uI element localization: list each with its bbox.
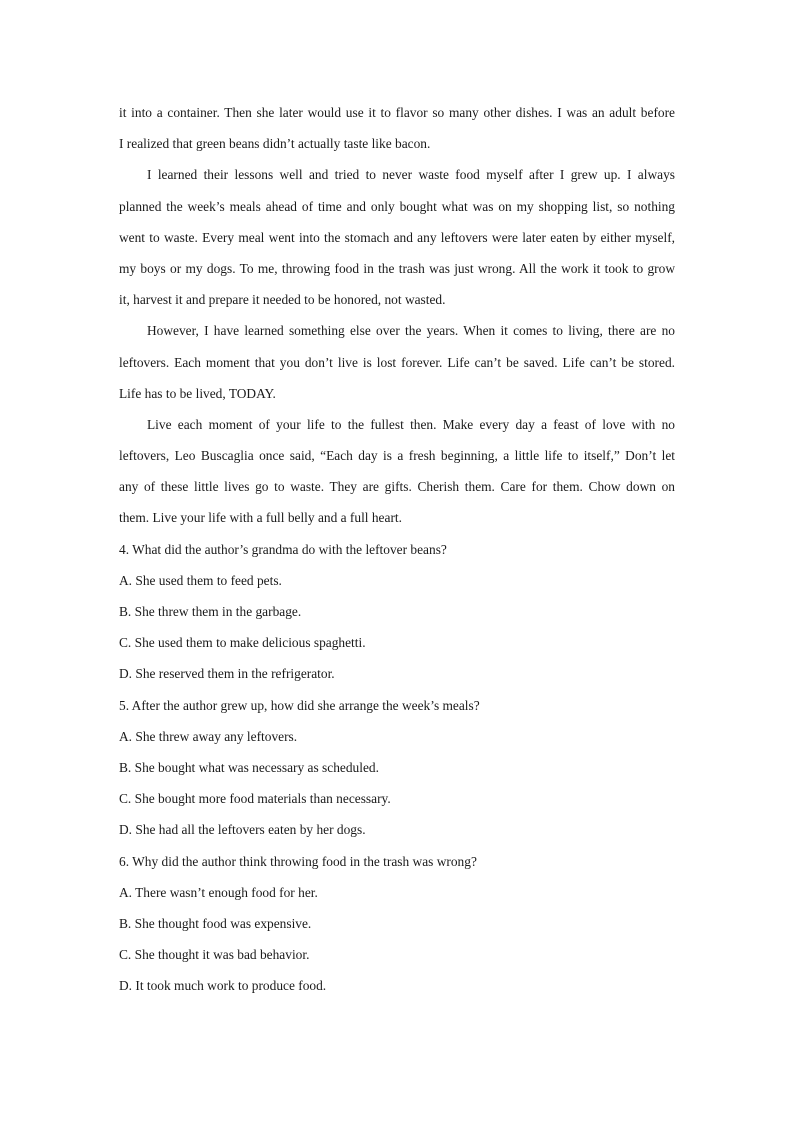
answer-option-c: C. She bought more food materials than necessary.	[119, 791, 391, 807]
paragraph-1	[119, 97, 675, 159]
text-line: Live each moment of your life to the fullest then. Make every day a feast of love with no	[147, 416, 675, 432]
text-line: any of these little lives go to waste. They are gifts. Cherish them. Care for them. Chow down on	[119, 479, 675, 495]
text-line: them. Live your life with a full belly and a full heart.	[119, 510, 402, 526]
text-line: leftovers. Each moment that you don’t live is lost forever. Life can’t be saved. Life can’t be stored.	[119, 354, 675, 370]
question-stem: 5. After the author grew up, how did she arrange the week’s meals?	[119, 697, 480, 713]
answer-option-a: A. There wasn’t enough food for her.	[119, 884, 318, 900]
answer-option-d: D. She had all the leftovers eaten by her dogs.	[119, 822, 366, 838]
text-line: I learned their lessons well and tried to never waste food myself after I grew up. I always	[147, 167, 675, 183]
answer-option-c: C. She thought it was bad behavior.	[119, 947, 310, 963]
answer-option-d: D. It took much work to produce food.	[119, 978, 327, 994]
passage	[119, 97, 675, 534]
text-line: it, harvest it and prepare it needed to be honored, not wasted.	[119, 292, 446, 308]
question-4	[119, 534, 675, 690]
text-line: planned the week’s meals ahead of time and only bought what was on my shopping list, so nothing	[119, 198, 675, 214]
answer-option-b: B. She bought what was necessary as scheduled.	[119, 759, 379, 775]
answer-option-b: B. She threw them in the garbage.	[119, 604, 302, 619]
question-stem: 4. What did the author’s grandma do with the leftover beans?	[119, 541, 447, 557]
answer-option-a: A. She threw away any leftovers.	[119, 728, 298, 744]
question-5	[119, 690, 675, 846]
text-line: Life has to be lived, TODAY.	[119, 385, 276, 401]
question-6	[119, 846, 675, 1002]
text-line: my boys or my dogs. To me, throwing food in the trash was just wrong. All the work it took to grow	[119, 260, 675, 276]
answer-option-a: A. She used them to feed pets.	[119, 572, 282, 588]
document-page	[119, 97, 675, 1001]
text-line: it into a container. Then she later would use it to flavor so many other dishes. I was an adult before	[119, 105, 675, 120]
paragraph-2	[119, 159, 675, 315]
text-line: went to waste. Every meal went into the stomach and any leftovers were later eaten by either myself,	[119, 229, 675, 245]
answer-option-d: D. She reserved them in the refrigerator.	[119, 666, 335, 682]
text-line: However, I have learned something else over the years. When it comes to living, there are no	[147, 323, 675, 339]
question-stem: 6. Why did the author think throwing food in the trash was wrong?	[119, 853, 477, 869]
text-line: I realized that green beans didn’t actually taste like bacon.	[119, 136, 431, 152]
answer-option-b: B. She thought food was expensive.	[119, 915, 312, 931]
paragraph-3	[119, 315, 675, 409]
answer-option-c: C. She used them to make delicious spaghetti.	[119, 635, 366, 651]
text-line: leftovers, Leo Buscaglia once said, “Each day is a fresh beginning, a little life to itself,” Don’t let	[119, 448, 675, 464]
paragraph-4	[119, 409, 675, 534]
